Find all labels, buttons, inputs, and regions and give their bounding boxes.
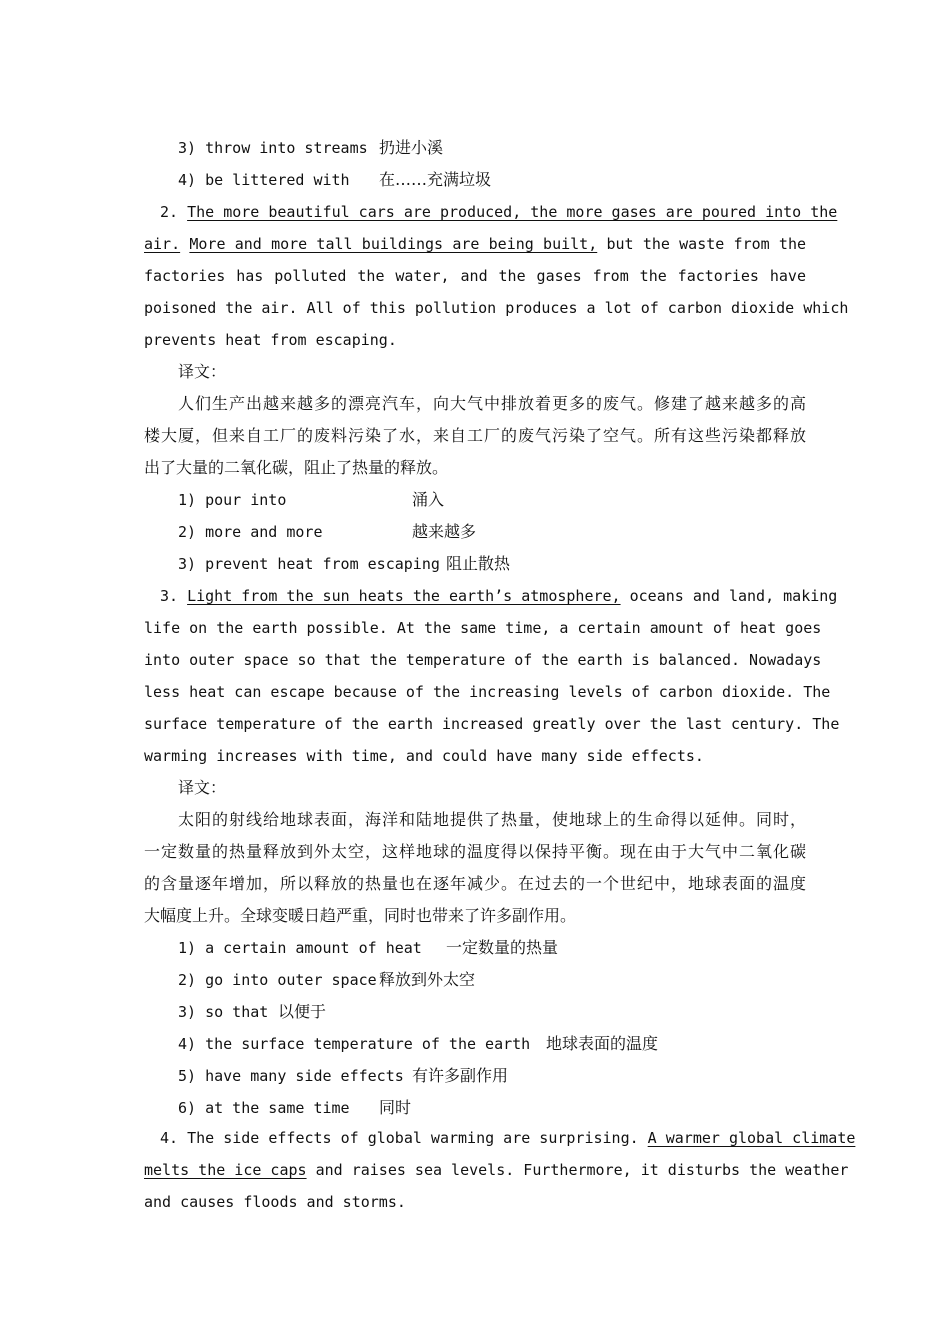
- vocab-chinese: 一定数量的热量: [446, 938, 559, 957]
- vocab-chinese: 以便于: [278, 1002, 327, 1021]
- paragraph-line: life on the earth possible. At the same time, a certain amount of heat goes: [144, 619, 822, 637]
- translation-label: 译文：: [178, 778, 227, 797]
- paragraph-line: [144, 228, 806, 260]
- vocab-chinese: 有许多副作用: [412, 1066, 509, 1085]
- vocab-english: 2) more and more: [178, 523, 323, 541]
- paragraph-text: oceans and land, making: [629, 587, 838, 605]
- vocab-english: 3) prevent heat from escaping: [178, 555, 440, 573]
- vocab-english: 2) go into outer space: [178, 971, 377, 989]
- underlined-sentence: A warmer global climate: [647, 1129, 856, 1147]
- translation-label: 译文：: [178, 362, 227, 381]
- vocab-chinese: 阻止散热: [446, 554, 511, 573]
- paragraph-number: 4.: [160, 1129, 179, 1147]
- translation-line: 的含量逐年增加，所以释放的热量也在逐年减少。在过去的一个世纪中，地球表面的温度: [144, 874, 806, 893]
- translation-line: 一定数量的热量释放到外太空，这样地球的温度得以保持平衡。现在由于大气中二氧化碳: [144, 842, 806, 861]
- vocab-item: [178, 1060, 509, 1092]
- paragraph-line: less heat can escape because of the increasing levels of carbon dioxide. The: [144, 683, 831, 701]
- paragraph-number: 2.: [160, 203, 179, 221]
- translation-line: 大幅度上升。全球变暖日趋严重，同时也带来了许多副作用。: [144, 906, 577, 925]
- vocab-chinese: 同时: [379, 1098, 412, 1117]
- vocab-item: [178, 932, 559, 964]
- paragraph-line: [160, 196, 838, 228]
- vocab-item: [178, 548, 511, 580]
- paragraph-line: into outer space so that the temperature of the earth is balanced. Nowadays: [144, 651, 822, 669]
- vocab-english: 5) have many side effects: [178, 1067, 404, 1085]
- vocab-english: 1) pour into: [178, 491, 287, 509]
- vocab-english: 4) the surface temperature of the earth: [178, 1035, 531, 1053]
- paragraph-line: [160, 1122, 856, 1154]
- vocab-item: [178, 132, 444, 164]
- paragraph-text: but the waste from the: [606, 235, 807, 253]
- vocab-chinese: 涌入: [412, 490, 445, 509]
- vocab-item: [178, 996, 327, 1028]
- paragraph-text: and raises sea levels. Furthermore, it disturbs the weather: [315, 1161, 849, 1179]
- vocab-item: [178, 1092, 412, 1124]
- vocab-chinese: 地球表面的温度: [546, 1034, 659, 1053]
- vocab-english: 6) at the same time: [178, 1099, 350, 1117]
- paragraph-line: warming increases with time, and could have many side effects.: [144, 747, 704, 765]
- vocab-item: [178, 964, 476, 996]
- vocab-chinese: 释放到外太空: [379, 970, 476, 989]
- translation-line: 人们生产出越来越多的漂亮汽车，向大气中排放着更多的废气。修建了越来越多的高: [178, 394, 806, 413]
- translation-line: 出了大量的二氧化碳，阻止了热量的释放。: [144, 458, 449, 477]
- translation-line: 楼大厦，但来自工厂的废料污染了水，来自工厂的废气污染了空气。所有这些污染都释放: [144, 426, 806, 445]
- vocab-chinese: 越来越多: [412, 522, 477, 541]
- paragraph-number: 3.: [160, 587, 179, 605]
- underlined-sentence: More and more tall buildings are being built,: [189, 235, 598, 253]
- paragraph-line: [144, 1154, 849, 1186]
- vocab-item: [178, 484, 445, 516]
- vocab-item: [178, 164, 492, 196]
- vocab-chinese: 扔进小溪: [379, 138, 444, 157]
- paragraph-line: prevents heat from escaping.: [144, 331, 397, 349]
- paragraph-line: surface temperature of the earth increased greatly over the last century. The: [144, 715, 840, 733]
- translation-line: 太阳的射线给地球表面，海洋和陆地提供了热量，使地球上的生命得以延伸。同时，: [178, 810, 806, 829]
- vocab-chinese: 在……充满垃圾: [379, 170, 492, 189]
- vocab-english: 4) be littered with: [178, 171, 350, 189]
- paragraph-line: factories has polluted the water, and the gases from the factories have: [144, 267, 806, 285]
- underlined-sentence: Light from the sun heats the earth’s atmosphere,: [187, 587, 621, 605]
- underlined-sentence: The more beautiful cars are produced, the more gases are poured into the: [187, 203, 838, 221]
- vocab-english: 3) throw into streams: [178, 139, 368, 157]
- vocab-item: [178, 516, 477, 548]
- paragraph-line: poisoned the air. All of this pollution produces a lot of carbon dioxide which: [144, 299, 849, 317]
- vocab-english: 3) so that: [178, 1003, 269, 1021]
- paragraph-line: [160, 580, 838, 612]
- paragraph-text: The side effects of global warming are surprising.: [187, 1129, 639, 1147]
- paragraph-line: and causes floods and storms.: [144, 1193, 406, 1211]
- underlined-sentence: air.: [144, 235, 181, 253]
- vocab-item: [178, 1028, 659, 1060]
- underlined-sentence: melts the ice caps: [144, 1161, 307, 1179]
- vocab-english: 1) a certain amount of heat: [178, 939, 422, 957]
